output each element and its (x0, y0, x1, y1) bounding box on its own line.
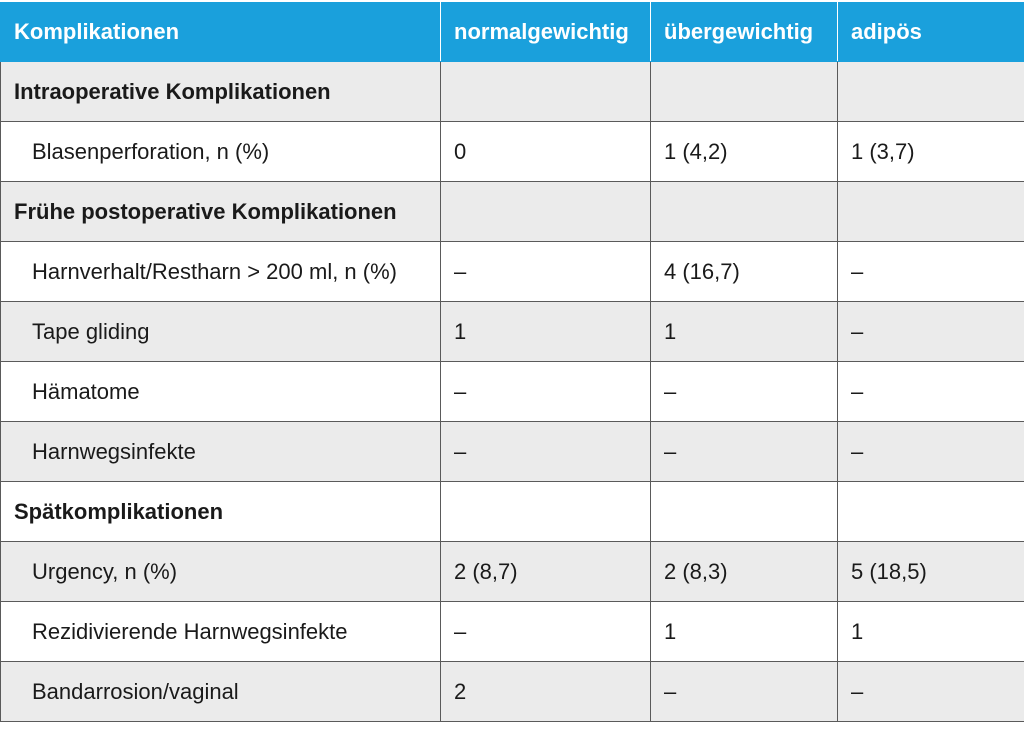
table-cell: 1 (3,7) (838, 122, 1024, 182)
row-label: Tape gliding (1, 302, 441, 362)
table-cell (838, 482, 1024, 542)
table-cell: – (651, 662, 838, 722)
complications-table (0, 2, 1024, 722)
table-row (1, 422, 1024, 482)
table-cell: 1 (441, 302, 651, 362)
table-cell: 2 (8,7) (441, 542, 651, 602)
row-label: Bandarrosion/vaginal (1, 662, 441, 722)
row-label: Harnwegsinfekte (1, 422, 441, 482)
table-cell: – (651, 362, 838, 422)
row-label: Rezidivierende Harnwegsinfekte (1, 602, 441, 662)
table-cell: 0 (441, 122, 651, 182)
table-cell (651, 482, 838, 542)
section-row (1, 62, 1024, 122)
table-cell: 1 (838, 602, 1024, 662)
section-row (1, 482, 1024, 542)
table-header (1, 3, 1024, 62)
header-normalgewichtig: normalgewichtig (441, 3, 651, 62)
table-cell (441, 182, 651, 242)
table-cell: 1 (651, 302, 838, 362)
row-label: Urgency, n (%) (1, 542, 441, 602)
header-uebergewichtig: übergewichtig (651, 3, 838, 62)
table-row (1, 362, 1024, 422)
row-label: Hämatome (1, 362, 441, 422)
section-label: Intraoperative Komplikationen (1, 62, 441, 122)
table-cell: 2 (441, 662, 651, 722)
table-row (1, 602, 1024, 662)
table-row (1, 122, 1024, 182)
table-row (1, 542, 1024, 602)
table-cell (441, 482, 651, 542)
table-cell (838, 62, 1024, 122)
table-cell: 1 (651, 602, 838, 662)
table-cell: 4 (16,7) (651, 242, 838, 302)
table-cell: – (441, 362, 651, 422)
table-cell: 5 (18,5) (838, 542, 1024, 602)
section-label: Frühe postoperative Komplikationen (1, 182, 441, 242)
table-cell: – (838, 662, 1024, 722)
table-cell (838, 182, 1024, 242)
table-body (1, 62, 1024, 722)
table-cell: 1 (4,2) (651, 122, 838, 182)
table-cell (651, 182, 838, 242)
table-cell: – (651, 422, 838, 482)
table-cell: – (441, 242, 651, 302)
row-label: Blasenperforation, n (%) (1, 122, 441, 182)
header-row (1, 3, 1024, 62)
table-cell: 2 (8,3) (651, 542, 838, 602)
table-row (1, 302, 1024, 362)
table-row (1, 662, 1024, 722)
table-row (1, 242, 1024, 302)
table-cell: – (838, 302, 1024, 362)
header-komplikationen: Komplikationen (1, 3, 441, 62)
section-label: Spätkomplikationen (1, 482, 441, 542)
table-cell (651, 62, 838, 122)
section-row (1, 182, 1024, 242)
header-adipoes: adipös (838, 3, 1024, 62)
row-label: Harnverhalt/Restharn > 200 ml, n (%) (1, 242, 441, 302)
table-cell: – (441, 422, 651, 482)
table-cell (441, 62, 651, 122)
table-cell: – (838, 362, 1024, 422)
table-cell: – (441, 602, 651, 662)
table-cell: – (838, 242, 1024, 302)
table-cell: – (838, 422, 1024, 482)
